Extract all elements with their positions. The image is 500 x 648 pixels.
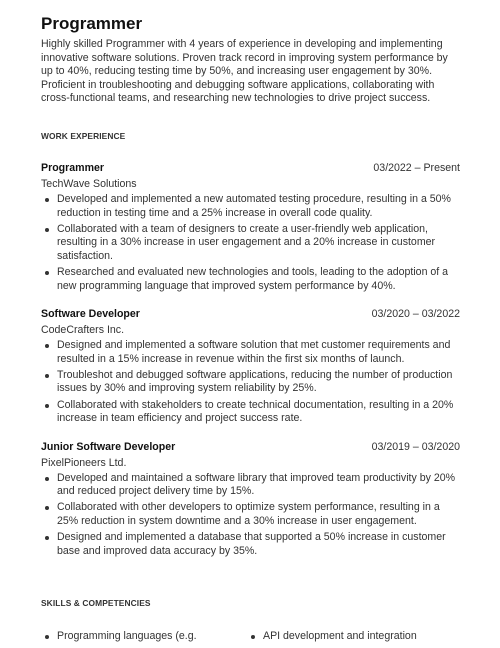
- job-bullet: Designed and implemented a database that supported a 50% increase in customer base and improved data accuracy by 35%.: [41, 531, 460, 558]
- job-bullet: Developed and maintained a software library that improved team productivity by 20% and reduced project delivery time by 15%.: [41, 472, 460, 499]
- job-dates: 03/2020 – 03/2022: [371, 308, 460, 321]
- job-title: Junior Software Developer: [41, 440, 176, 453]
- job-header: [41, 308, 460, 323]
- job-dates: 03/2019 – 03/2020: [371, 440, 460, 453]
- job-header: [41, 441, 460, 456]
- skills-column-1: [41, 630, 247, 646]
- job-bullets: [41, 193, 460, 293]
- skill-item: Programming languages (e.g.: [41, 630, 247, 644]
- job-entry: [41, 308, 460, 426]
- job-bullet: Collaborated with a team of designers to create a user-friendly web application, resulting in a 30% increase in user engagement and a 20% increase in customer satisfaction.: [41, 223, 460, 264]
- job-bullet: Collaborated with other developers to optimize system performance, resulting in a 25% reduction in system downtime and a 30% increase in user engagement.: [41, 501, 460, 528]
- resume-name: Programmer: [41, 14, 143, 33]
- job-bullet: Researched and evaluated new technologies and tools, leading to the adoption of a new programming language that improved system performance by 40%.: [41, 266, 460, 293]
- job-bullet: Troubleshot and debugged software applications, reducing the number of production issues by 30% and improving system reliability by 25%.: [41, 369, 460, 396]
- skill-item: API development and integration: [247, 630, 453, 644]
- resume-summary: Highly skilled Programmer with 4 years of experience in developing and implementing innovative software solutions. Proven track record in improving system performance by up to 40%, reducing testing time by 50%, and increasing user engagement by 30%. Proficient in troubleshooting and debugging software applications, collaborating with cross-functional teams, and researching new technologies to drive project success.: [41, 38, 448, 105]
- job-header: [41, 162, 460, 177]
- job-title: Programmer: [41, 161, 104, 174]
- job-entry: [41, 162, 460, 293]
- job-bullet: Developed and implemented a new automated testing procedure, resulting in a 50% reduction in testing time and a 25% increase in overall code quality.: [41, 193, 460, 220]
- job-company: PixelPioneers Ltd.: [41, 456, 127, 469]
- job-title: Software Developer: [41, 308, 140, 321]
- job-company: CodeCrafters Inc.: [41, 324, 125, 337]
- job-company: TechWave Solutions: [41, 177, 137, 190]
- job-bullets: [41, 472, 460, 559]
- skills-heading: SKILLS & COMPETENCIES: [41, 598, 151, 609]
- work-experience-heading: WORK EXPERIENCE: [41, 130, 126, 141]
- job-bullets: [41, 339, 460, 426]
- resume-page: [41, 14, 460, 646]
- job-bullet: Designed and implemented a software solution that met customer requirements and resulted in a 15% increase in revenue within the first six months of launch.: [41, 339, 460, 366]
- skills-column-2: [247, 630, 453, 646]
- job-bullet: Collaborated with stakeholders to create technical documentation, resulting in a 20% increase in team efficiency and project success rate.: [41, 399, 460, 426]
- skills-list: [41, 630, 460, 646]
- job-entry: [41, 441, 460, 559]
- job-dates: 03/2022 – Present: [373, 161, 460, 174]
